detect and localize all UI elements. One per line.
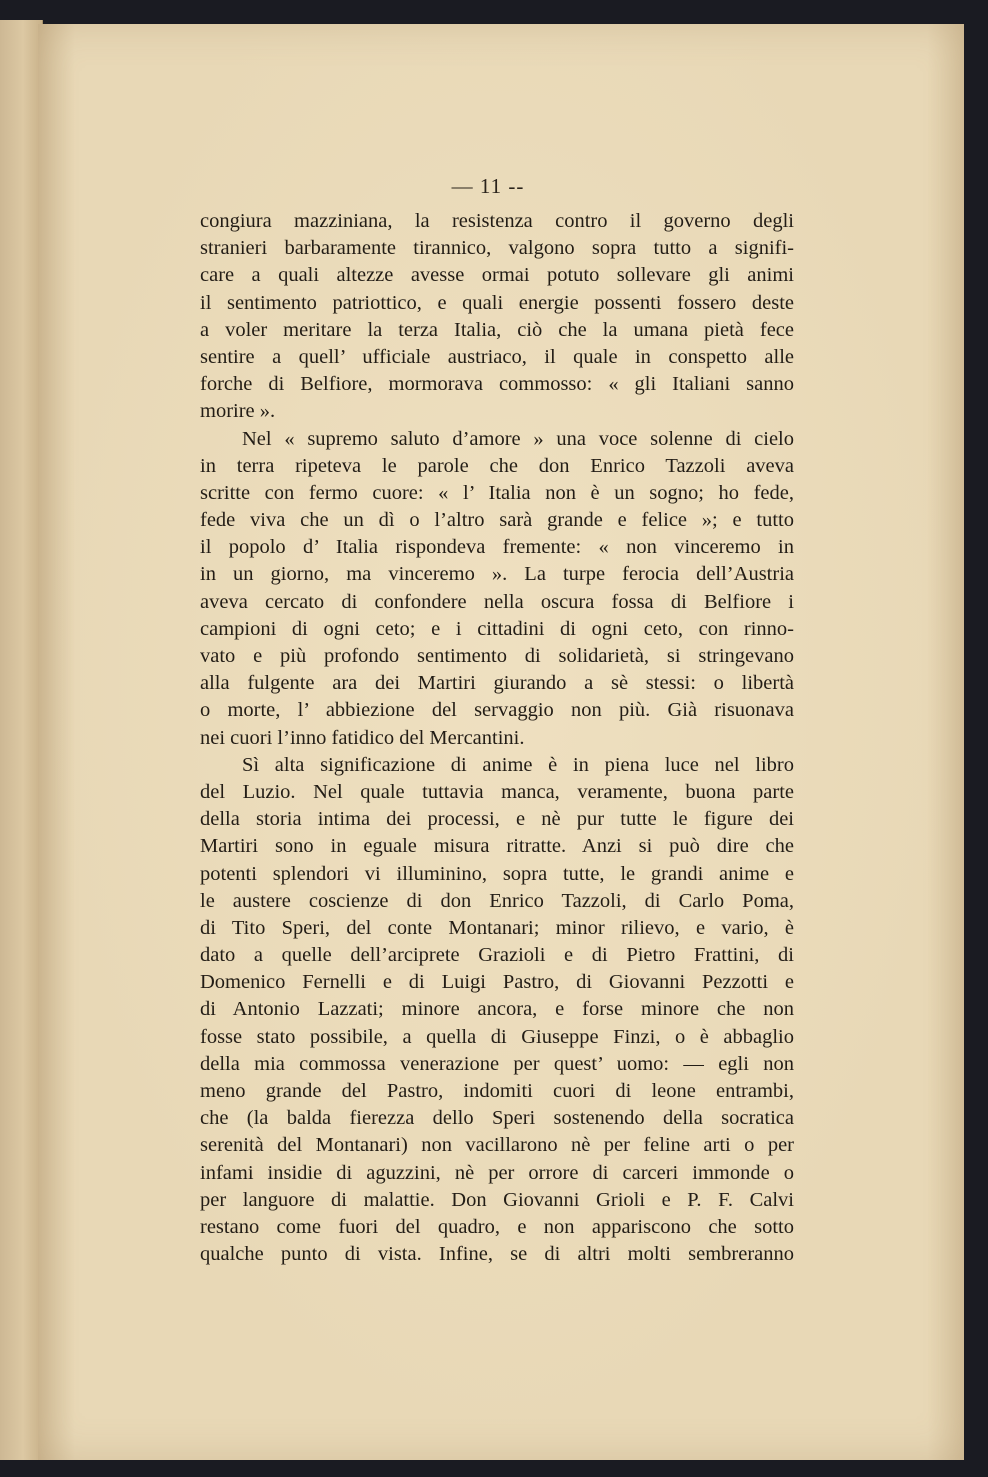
text-line: campioni di ogni ceto; e i cittadini di ogni ceto, con rinno- [200, 617, 794, 640]
text-line: scritte con fermo cuore: « l’ Italia non è un sogno; ho fede, [200, 481, 794, 504]
text-line: forche di Belfiore, mormorava commosso: « gli Italiani sanno [200, 373, 794, 396]
text-line: fosse stato possibile, a quella di Giuseppe Finzi, o è abbaglio [200, 1025, 794, 1048]
text-line: il popolo d’ Italia rispondeva fremente: « non vinceremo in [200, 536, 794, 559]
text-line: Nel « supremo saluto d’amore » una voce solenne di cielo [242, 427, 794, 450]
text-line: le austere coscienze di don Enrico Tazzoli, di Carlo Poma, [200, 889, 794, 912]
text-line: vato e più profondo sentimento di solidarietà, si stringevano [200, 645, 794, 667]
text-line: nei cuori l’inno fatidico del Mercantini. [200, 726, 525, 749]
text-line: o morte, l’ abbiezione del servaggio non più. Già risuonava [200, 699, 794, 722]
text-line: di Antonio Lazzati; minore ancora, e forse minore che non [200, 998, 794, 1021]
text-line: Domenico Fernelli e di Luigi Pastro, di Giovanni Pezzotti e [200, 971, 794, 994]
text-line: di Tito Speri, del conte Montanari; minor rilievo, e vario, è [200, 916, 794, 939]
text-line: del Luzio. Nel quale tuttavia manca, veramente, buona parte [200, 780, 794, 803]
text-line: sentire a quell’ ufficiale austriaco, il quale in conspetto alle [200, 345, 794, 368]
text-line: meno grande del Pastro, indomiti cuori di leone entrambi, [200, 1080, 794, 1102]
text-line: il sentimento patriottico, e quali energie possenti fossero deste [200, 291, 794, 314]
text-line: Sì alta significazione di anime è in piena luce nel libro [242, 753, 794, 776]
text-line: care a quali altezze avesse ormai potuto sollevare gli animi [200, 264, 794, 287]
book-page [38, 24, 964, 1460]
text-line: fede viva che un dì o l’altro sarà grande e felice »; e tutto [200, 509, 794, 532]
text-line: aveva cercato di confondere nella oscura fossa di Belfiore i [200, 590, 794, 613]
page-number: — 11 -- [451, 174, 525, 198]
text-line: stranieri barbaramente tirannico, valgono sopra tutto a signifi- [200, 237, 794, 260]
body-text [200, 208, 794, 1268]
text-line: Martiri sono in eguale misura ritratte. Anzi si può dire che [200, 835, 794, 858]
text-line: dato a quelle dell’arciprete Grazioli e di Pietro Frattini, di [200, 944, 794, 967]
text-line: congiura mazziniana, la resistenza contro il governo degli [200, 210, 794, 232]
text-line: qualche punto di vista. Infine, se di altri molti sembreranno [200, 1243, 794, 1266]
text-line: in terra ripeteva le parole che don Enrico Tazzoli aveva [200, 454, 794, 477]
text-line: morire ». [200, 400, 276, 423]
text-line: restano come fuori del quadro, e non appariscono che sotto [200, 1215, 794, 1238]
text-line: infami insidie di aguzzini, nè per orrore di carceri immonde o [200, 1161, 794, 1184]
text-line: della mia commossa venerazione per quest’ uomo: — egli non [200, 1052, 794, 1075]
text-line: potenti splendori vi illuminino, sopra tutte, le grandi anime e [200, 862, 794, 885]
text-line: della storia intima dei processi, e nè pur tutte le figure dei [200, 808, 794, 831]
text-line: serenità del Montanari) non vacillarono nè per feline arti o per [200, 1134, 794, 1157]
text-line: a voler meritare la terza Italia, ciò che la umana pietà fece [200, 318, 794, 341]
text-line: in un giorno, ma vinceremo ». La turpe ferocia dell’Austria [200, 563, 794, 586]
previous-page-edge [0, 20, 43, 1460]
text-line: che (la balda fierezza dello Speri sostenendo della socratica [200, 1107, 794, 1130]
text-line: per languore di malattie. Don Giovanni Grioli e P. F. Calvi [200, 1188, 794, 1211]
text-line: alla fulgente ara dei Martiri giurando a sè stessi: o libertà [200, 672, 794, 695]
